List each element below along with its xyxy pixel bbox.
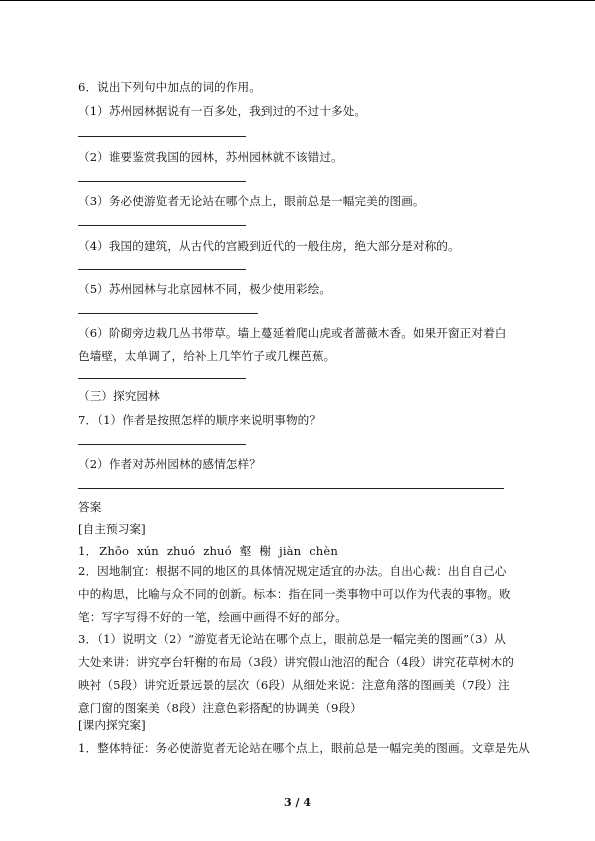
answer-blank-line — [78, 181, 246, 182]
answer-2: 2．因地制宜：根据不同的地区的具体情况规定适宜的办法。自出心裁：出自自己心中的构思，比喻与众不同的创新。标本：指在同一类事物中可以作为代表的事物。败笔：写字写得不好的一笔，绘画中画得不好的部分。 — [78, 564, 511, 624]
preview-label: [自主预习案] — [78, 522, 146, 536]
answer-1-item: 壑 — [239, 544, 252, 558]
question-6-item-5: （5）苏州园林与北京园林不同，极少使用彩绘。 — [78, 282, 332, 296]
answer-blank-line — [78, 136, 246, 137]
answer-1-item: zhuó — [203, 544, 232, 558]
answer-1-item: 榭 — [259, 544, 272, 558]
answer-blank-line — [78, 444, 246, 445]
answer-heading: 答案 — [78, 500, 102, 514]
answer-blank-line — [78, 269, 246, 270]
question-7-title: 7．（1）作者是按照怎样的顺序来说明事物的？ — [78, 413, 322, 427]
question-6-item-6: （6）阶砌旁边栽几丛书带草。墙上蔓延着爬山虎或者蔷薇木香。如果开窗正对着白色墙壁，太单调了，给补上几竿竹子或几棵芭蕉。 — [78, 326, 507, 363]
section-title: （三）探究园林 — [78, 389, 160, 403]
answer-1-item: zhuó — [166, 544, 196, 558]
top-border — [0, 0, 595, 1]
question-6-item-3: （3）务必使游览者无论站在哪个点上，眼前总是一幅完美的图画。 — [78, 194, 425, 208]
answer-blank-line — [78, 313, 258, 314]
answer-1-item: chèn — [309, 544, 338, 558]
question-7-sub2: （2）作者对苏州园林的感情怎样？ — [78, 457, 261, 471]
question-6-title: 6．说出下列句中加点的词的作用。 — [78, 80, 261, 94]
in-class-label: [课内探究案] — [78, 718, 146, 732]
question-6-item-1: （1）苏州园林据说有一百多处，我到过的不过十多处。 — [78, 104, 367, 118]
answer-1-item: xún — [137, 544, 159, 558]
answer-blank-line — [78, 378, 246, 379]
answer-blank-line — [78, 488, 504, 489]
question-6-item-4: （4）我国的建筑，从古代的宫殿到近代的一般住房，绝大部分是对称的。 — [78, 239, 460, 253]
question-6-item-2: （2）谁要鉴赏我国的园林，苏州园林就不该错过。 — [78, 150, 343, 164]
answer-blank-line — [78, 225, 246, 226]
answer-1-item: jiàn — [279, 544, 302, 558]
in-class-answer-1: 1．整体特征：务必使游览者无论站在哪个点上，眼前总是一幅完美的图画。文章是先从 — [78, 741, 530, 755]
answer-1 — [78, 544, 346, 558]
answer-1-item: Zhōo — [99, 544, 130, 558]
page-number: 3 / 4 — [284, 796, 311, 809]
answer-1-number: 1． — [78, 544, 98, 558]
answer-3: 3．（1）说明文（2）“游览者无论站在哪个点上，眼前总是一幅完美的图画”（3）从大处来讲：讲究亭台轩榭的布局（3段）讲究假山池沼的配合（4段）讲究花草树木的映衬（5段）讲究近景远景的层次（6段）从细处来说：注意角落的图画美（7段）注意门窗的图案美（8段）注意色彩搭配的协调美（9段） — [78, 632, 514, 715]
